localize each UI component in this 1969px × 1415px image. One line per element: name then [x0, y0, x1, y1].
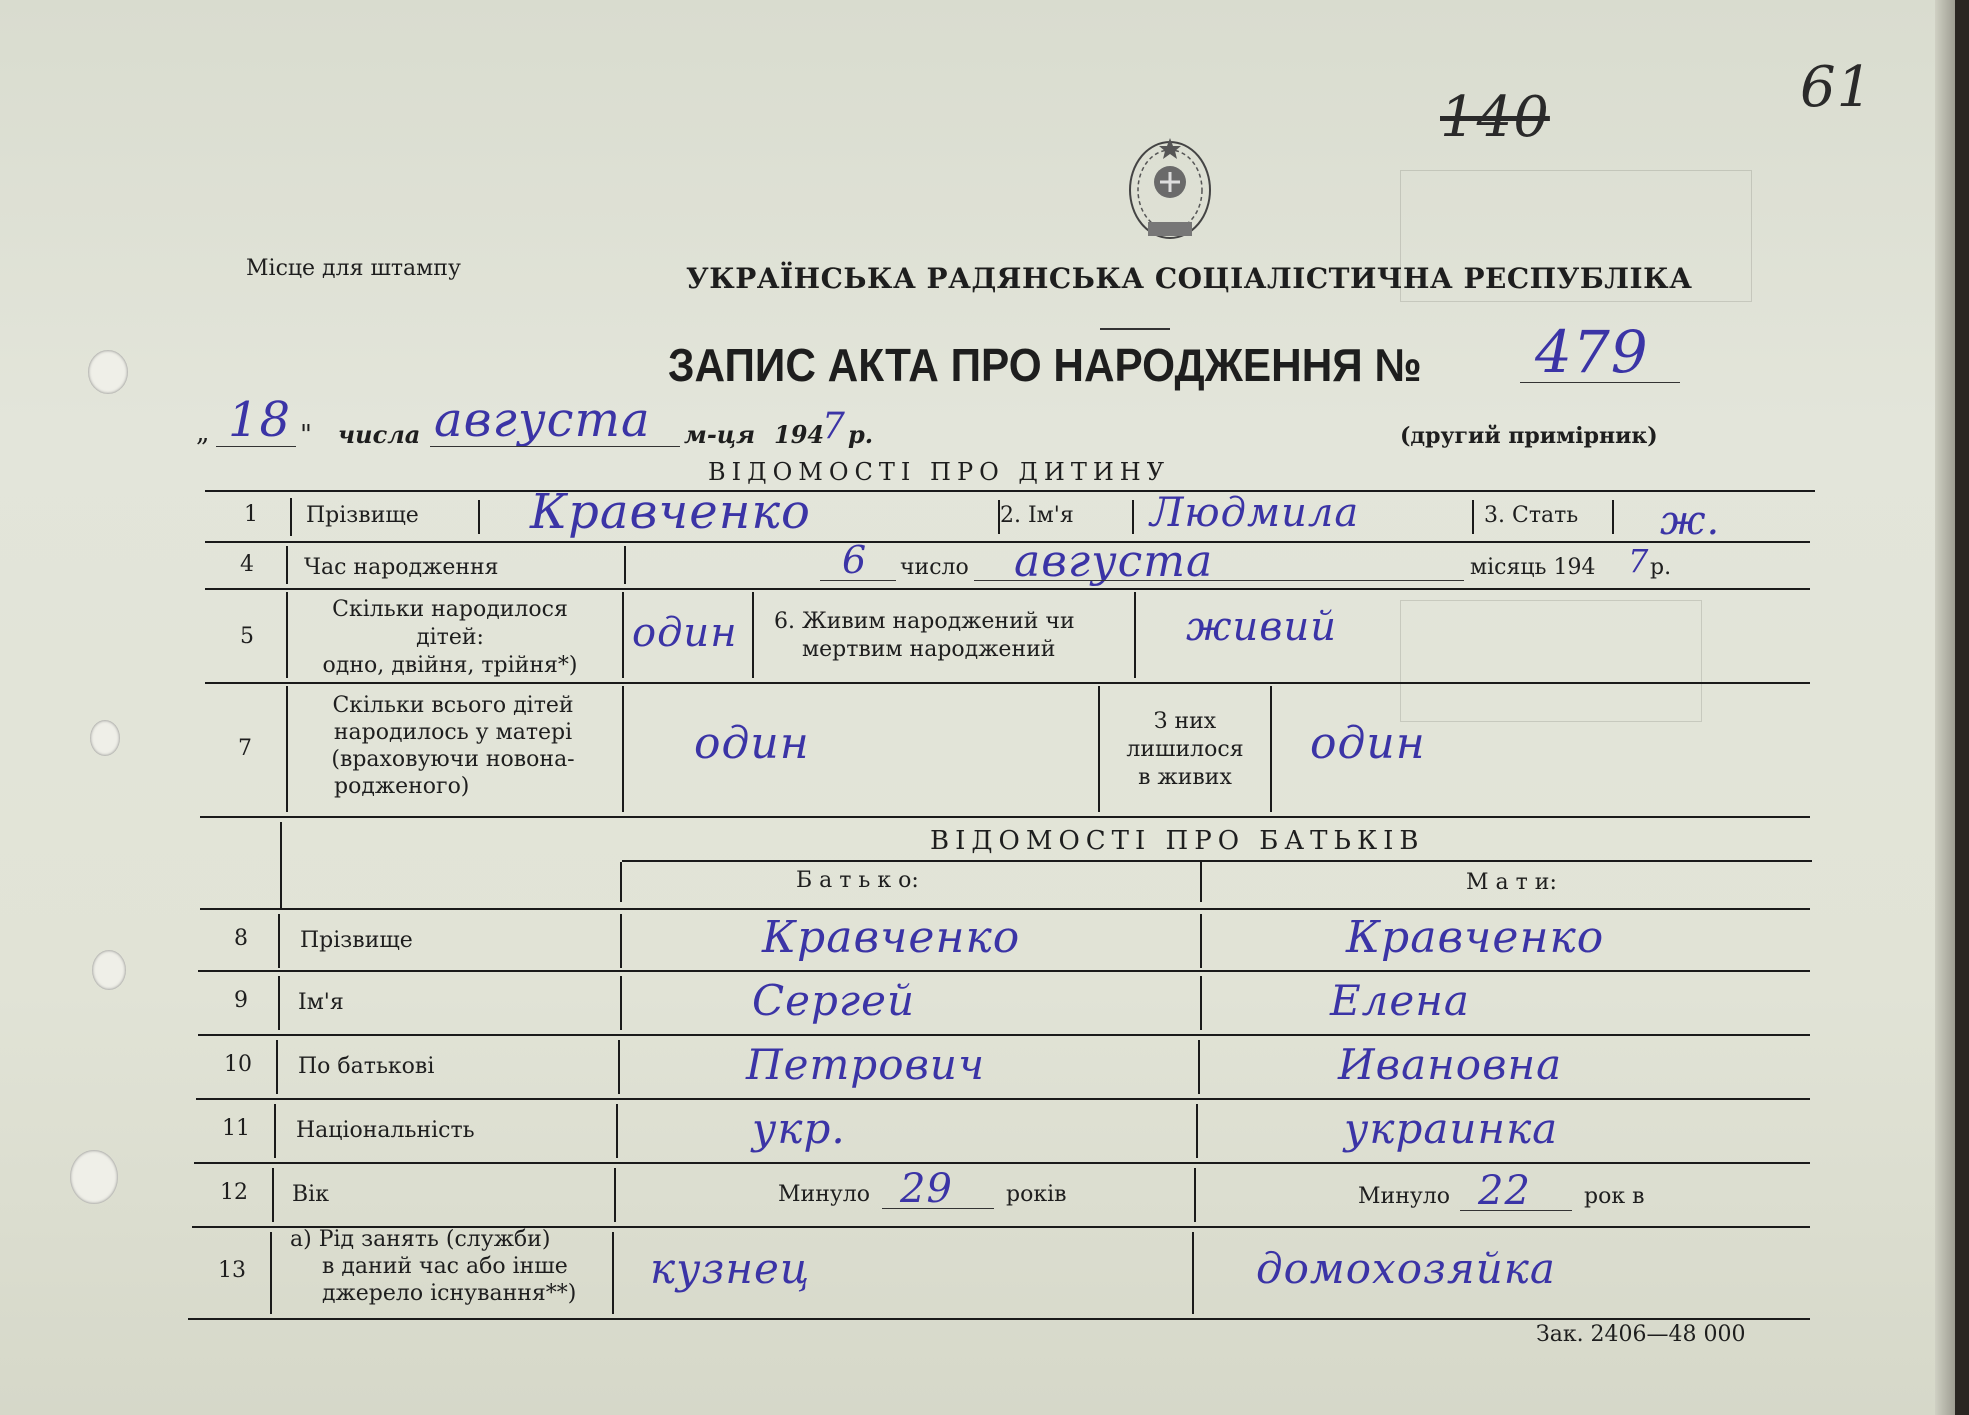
sex-label: 3. Стать — [1484, 503, 1579, 528]
occupation-label-line: в даний час або інше — [322, 1254, 568, 1279]
rule — [290, 498, 292, 536]
rule — [1612, 500, 1614, 534]
father-occupation: кузнец — [650, 1244, 811, 1293]
old-number: 140 — [1440, 85, 1550, 150]
record-month-line — [430, 446, 680, 447]
children-count-label-line: Скільки народилося — [332, 597, 568, 622]
surviving-label-line: в живих — [1138, 765, 1232, 790]
rule — [278, 976, 280, 1030]
rule — [1134, 592, 1136, 678]
rule — [620, 862, 622, 902]
children-count-label-line: одно, двійня, трійня*) — [322, 653, 578, 678]
print-order-number: Зак. 2406—48 000 — [1536, 1322, 1746, 1347]
parent-name-label: Ім'я — [298, 990, 344, 1015]
row-number: 8 — [234, 926, 248, 951]
birth-day-label: число — [900, 555, 969, 580]
birth-month: августа — [1014, 536, 1214, 587]
child-name: Людмила — [1150, 490, 1360, 536]
rule — [478, 500, 480, 534]
rule — [280, 822, 282, 908]
row-number: 9 — [234, 988, 248, 1013]
coat-of-arms-emblem — [1120, 130, 1220, 260]
rule — [1132, 500, 1134, 534]
rule — [1192, 1232, 1194, 1314]
mother-nationality: украинка — [1344, 1104, 1559, 1153]
mother-surname: Кравченко — [1346, 912, 1605, 963]
rule — [622, 592, 624, 678]
mother-name: Елена — [1330, 976, 1470, 1025]
rule — [612, 1232, 614, 1314]
father-name: Сергей — [752, 976, 916, 1025]
alive-label-line: мертвим народжений — [802, 637, 1056, 662]
binding-hole — [92, 950, 126, 990]
occupation-label — [290, 1226, 614, 1307]
record-number-line — [1520, 382, 1680, 383]
binding-hole — [90, 720, 120, 756]
rule — [200, 816, 1810, 818]
patronymic-label: По батькові — [298, 1054, 435, 1079]
rule — [622, 686, 624, 812]
father-patronymic: Петрович — [746, 1040, 986, 1089]
birth-year-unit: р. — [1650, 555, 1672, 580]
surname-label: Прізвище — [306, 503, 419, 528]
birth-month-line — [974, 580, 1464, 581]
rule — [198, 970, 1810, 972]
rule — [205, 682, 1810, 684]
rule — [194, 1162, 1810, 1164]
rule — [286, 686, 288, 812]
child-sex: ж. — [1660, 498, 1721, 544]
stamp-place-label: Місце для штампу — [246, 256, 461, 281]
rule — [620, 976, 622, 1030]
header-divider — [1100, 328, 1170, 330]
surviving-label-line: З них — [1153, 709, 1217, 734]
copy-label: (другий примірник) — [1400, 423, 1658, 449]
row-number: 1 — [244, 502, 258, 527]
mother-occupation: домохозяйка — [1256, 1244, 1556, 1293]
occupation-label-line: джерело існування**) — [322, 1281, 577, 1306]
row-number: 11 — [222, 1116, 250, 1141]
date-quote-close: " — [300, 420, 312, 450]
rule — [270, 1232, 272, 1314]
rule — [752, 592, 754, 678]
record-number: 479 — [1535, 318, 1649, 386]
alive-label — [774, 608, 1075, 664]
year-suffix: 7 — [822, 406, 846, 447]
children-count-label-line: дітей: — [416, 625, 484, 650]
record-month: августа — [434, 392, 651, 448]
rule — [1200, 862, 1202, 902]
occupation-label-line: а) Рід занять (служби) — [290, 1227, 551, 1252]
father-age-line — [882, 1208, 994, 1209]
surviving-label-line: лишилося — [1126, 737, 1244, 762]
rule — [276, 1040, 278, 1094]
binding-hole — [88, 350, 128, 394]
child-section-heading: ВІДОМОСТІ ПРО ДИТИНУ — [708, 458, 1171, 486]
year-unit: р. — [848, 420, 874, 449]
mother-patronymic: Ивановна — [1338, 1040, 1563, 1089]
month-label: м-ця — [684, 420, 756, 449]
day-label: числа — [338, 420, 421, 449]
rule — [188, 1318, 1810, 1320]
rule — [616, 1104, 618, 1158]
page-edge — [1935, 0, 1955, 1415]
alive-value: живий — [1186, 604, 1338, 650]
rule — [1200, 914, 1202, 968]
birth-year-suffix: 7 — [1628, 542, 1650, 580]
binding-hole — [70, 1150, 118, 1204]
birth-time-label: Час народження — [304, 555, 499, 580]
mother-age-unit: рок в — [1584, 1184, 1645, 1209]
rule — [205, 490, 1815, 492]
father-age-unit: років — [1006, 1182, 1067, 1207]
name-label: 2. Ім'я — [1000, 503, 1074, 528]
record-day-line — [216, 446, 296, 447]
rule — [200, 908, 1810, 910]
rule — [205, 588, 1810, 590]
surviving-value: один — [1310, 718, 1426, 769]
rule — [624, 546, 626, 584]
alive-label-line: 6. Живим народжений чи — [774, 609, 1075, 634]
birth-month-label: місяць 194 — [1470, 555, 1596, 580]
rule — [622, 860, 1812, 862]
row-number: 4 — [240, 552, 254, 577]
mother-age-prefix: Минуло — [1358, 1184, 1451, 1209]
row-number: 7 — [238, 736, 252, 761]
total-children-value: один — [694, 718, 810, 769]
row-number: 10 — [224, 1052, 252, 1077]
birth-day-line — [820, 580, 896, 581]
rule — [205, 541, 1810, 543]
nationality-label: Національність — [296, 1118, 475, 1143]
father-heading: Б а т ь к о: — [796, 868, 919, 893]
rule — [1194, 1168, 1196, 1222]
father-age-prefix: Минуло — [778, 1182, 871, 1207]
page-number: 61 — [1800, 55, 1874, 120]
rule — [1270, 686, 1272, 812]
bleed-through-box — [1400, 600, 1702, 722]
rule — [1472, 500, 1474, 534]
age-label: Вік — [292, 1182, 329, 1207]
children-count-value: один — [632, 610, 738, 656]
rule — [278, 914, 280, 968]
rule — [198, 1034, 1810, 1036]
record-day: 18 — [228, 392, 292, 448]
mother-heading: М а т и: — [1466, 870, 1557, 895]
total-children-label — [290, 692, 616, 800]
republic-name: УКРАЇНСЬКА РАДЯНСЬКА СОЦІАЛІСТИЧНА РЕСПУБЛІКА — [686, 262, 1693, 295]
rule — [1196, 1104, 1198, 1158]
surviving-label — [1100, 708, 1270, 792]
date-quote-open: „ — [196, 418, 210, 448]
birth-day: 6 — [842, 538, 868, 582]
rule — [272, 1168, 274, 1222]
mother-age: 22 — [1478, 1168, 1531, 1214]
mother-age-line — [1460, 1210, 1572, 1211]
total-children-label-line: народилось у матері — [333, 720, 573, 745]
father-nationality: укр. — [752, 1104, 846, 1153]
row-number: 12 — [220, 1180, 248, 1205]
total-children-label-line: (враховуючи новона- — [331, 747, 575, 772]
father-surname: Кравченко — [762, 912, 1021, 963]
row-number: 5 — [240, 624, 254, 649]
parents-section-heading: ВІДОМОСТІ ПРО БАТЬКІВ — [930, 826, 1425, 856]
rule — [196, 1098, 1810, 1100]
rule — [614, 1168, 616, 1222]
total-children-label-line: Скільки всього дітей — [332, 693, 574, 718]
rule — [998, 500, 1000, 534]
rule — [620, 914, 622, 968]
child-surname: Кравченко — [530, 484, 811, 540]
page-title: ЗАПИС АКТА ПРО НАРОДЖЕННЯ № — [668, 339, 1422, 391]
rule — [274, 1104, 276, 1158]
children-count-label — [290, 596, 610, 680]
rule — [618, 1040, 620, 1094]
parent-surname-label: Прізвище — [300, 928, 413, 953]
rule — [1198, 1040, 1200, 1094]
year-prefix: 194 — [774, 420, 825, 449]
row-number: 13 — [218, 1258, 246, 1283]
total-children-label-line: родженого) — [334, 774, 470, 799]
rule — [286, 592, 288, 678]
father-age: 29 — [900, 1166, 953, 1212]
rule — [286, 546, 288, 584]
rule — [1200, 976, 1202, 1030]
